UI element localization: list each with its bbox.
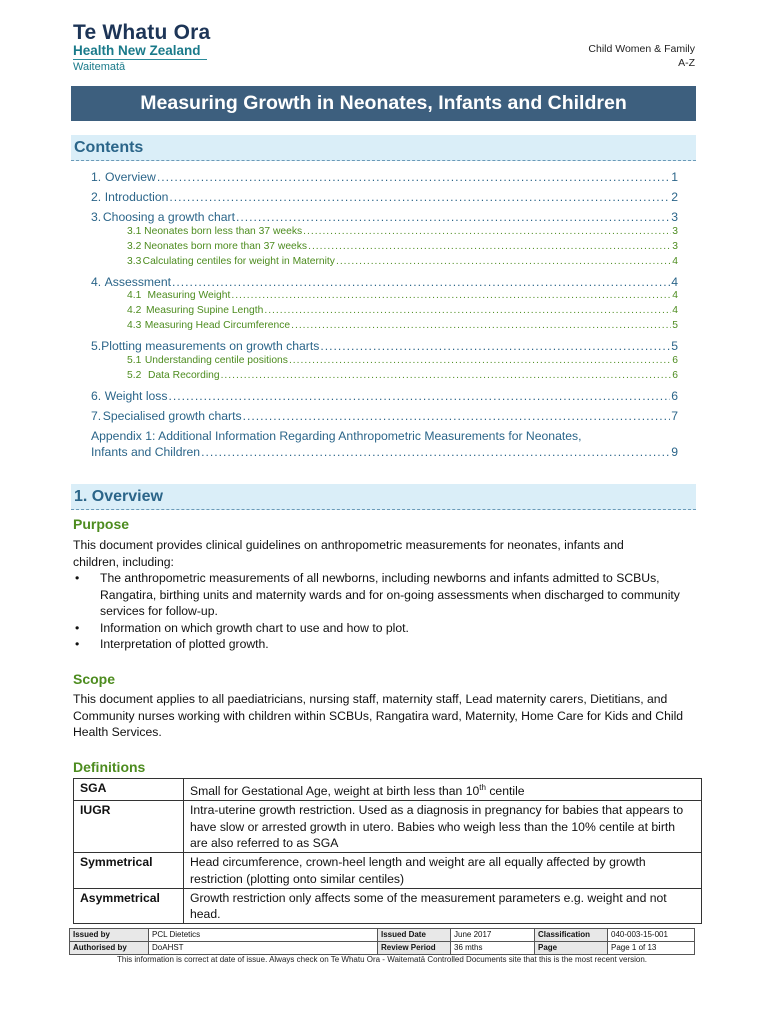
toc-label: Choosing a growth chart	[102, 210, 235, 224]
toc-page: 3	[672, 241, 678, 252]
classification-label: Classification	[535, 929, 608, 942]
toc-label: Data Recording	[148, 370, 220, 381]
toc-leader	[169, 389, 671, 403]
toc-label: Calculating centiles for weight in Maternity	[142, 256, 335, 267]
toc-number: 4.2	[127, 305, 142, 316]
toc-label: Assessment	[104, 275, 172, 289]
toc-label: Neonates born more than 37 weeks	[143, 241, 308, 252]
list-item: • Information on which growth chart to use and how to plot.	[73, 620, 693, 637]
logo-region: Waitematā	[73, 61, 126, 73]
definitions-table	[73, 778, 702, 924]
table-row	[74, 853, 702, 889]
issued-by-value: PCL Dietetics	[149, 929, 378, 942]
toc-entry[interactable]	[91, 355, 678, 366]
review-period-label: Review Period	[378, 942, 451, 955]
toc-entry[interactable]	[91, 320, 678, 331]
toc-page: 7	[671, 409, 678, 423]
toc-entry[interactable]	[91, 256, 678, 267]
subcategory-label: A-Z	[678, 57, 695, 69]
definition-term: SGA	[74, 779, 184, 801]
purpose-heading: Purpose	[73, 516, 130, 532]
toc-page: 2	[671, 190, 678, 204]
table-row	[74, 779, 702, 801]
toc-number: 5.	[91, 339, 102, 353]
toc-entry[interactable]	[91, 210, 678, 224]
toc-entry[interactable]	[91, 275, 678, 289]
toc-entry[interactable]	[91, 241, 678, 252]
toc-entry[interactable]	[91, 226, 678, 237]
issued-by-label: Issued by	[70, 929, 149, 942]
toc-number: 3.3	[127, 256, 142, 267]
document-control-table	[69, 928, 695, 955]
definition-text: Intra-uterine growth restriction. Used as a diagnosis in pregnancy for babies that appears to have slow or arrested growth in utero. Babies who weigh less than the 10% centile at birth are also referred to as SGA	[184, 801, 702, 853]
toc-label: Weight loss	[104, 389, 168, 403]
definition-text: Small for Gestational Age, weight at birth less than 10th centile	[184, 779, 702, 801]
toc-page: 4	[672, 290, 678, 301]
classification-value: 040-003-15-001	[608, 929, 695, 942]
toc-page: 6	[672, 355, 678, 366]
logo-title: Te Whatu Ora	[73, 21, 211, 44]
toc-page: 4	[671, 275, 678, 289]
toc-appendix-line[interactable]: Appendix 1: Additional Information Regarding Anthropometric Measurements for Neonates,	[91, 429, 582, 443]
toc-leader	[157, 170, 670, 184]
toc-leader	[236, 210, 670, 224]
toc-number: 5.2	[127, 370, 142, 381]
toc-entry[interactable]	[91, 170, 678, 184]
toc-page: 4	[672, 256, 678, 267]
toc-page: 4	[672, 305, 678, 316]
toc-label: Specialised growth charts	[102, 409, 242, 423]
scope-heading: Scope	[73, 671, 116, 687]
purpose-bullets	[73, 570, 693, 653]
toc-page: 3	[671, 210, 678, 224]
review-period-value: 36 mths	[451, 942, 535, 955]
purpose-text	[73, 537, 698, 653]
toc-page: 1	[671, 170, 678, 184]
toc-leader	[289, 355, 671, 366]
definition-term: Asymmetrical	[74, 888, 184, 924]
logo-subtitle: Health New Zealand	[73, 43, 201, 58]
toc-label: Overview	[105, 170, 156, 184]
toc-number: 2.	[91, 190, 102, 204]
toc-page: 6	[672, 370, 678, 381]
footer-note: This information is correct at date of issue. Always check on Te Whatu Ora - Waitematā Controlled Documents site that this is the most recent version.	[117, 955, 647, 964]
definition-text: Growth restriction only affects some of the measurement parameters e.g. weight and not head.	[184, 888, 702, 924]
toc-label: Measuring Weight	[147, 290, 231, 301]
overview-heading: 1. Overview	[71, 484, 696, 510]
toc-label: Plotting measurements on growth charts	[101, 339, 320, 353]
table-row	[70, 942, 695, 955]
toc-label: Neonates born less than 37 weeks	[144, 226, 303, 237]
toc-leader	[303, 226, 671, 237]
toc-label: Measuring Supine Length	[145, 305, 264, 316]
document-category	[588, 42, 695, 70]
toc-page: 9	[671, 445, 678, 459]
toc-number: 3.1	[127, 226, 142, 237]
toc-entry[interactable]	[91, 389, 678, 403]
toc-page: 5	[671, 339, 678, 353]
toc-leader	[308, 241, 671, 252]
definition-term: Symmetrical	[74, 853, 184, 889]
toc-entry[interactable]	[91, 190, 678, 204]
toc-number: 3.2	[127, 241, 142, 252]
list-item: • The anthropometric measurements of all newborns, including newborns and infants admitted to SCBUs, Rangatira, birthing units and maternity wards and for on-going assessments when discharged to community services for follow-up.	[73, 570, 693, 620]
toc-leader	[291, 320, 671, 331]
toc-entry[interactable]	[91, 339, 678, 353]
toc-label: Infants and Children	[91, 445, 201, 459]
toc-label: Measuring Head Circumference	[144, 320, 291, 331]
table-row	[74, 888, 702, 924]
toc-leader	[320, 339, 670, 353]
toc-leader	[243, 409, 671, 423]
toc-leader	[221, 370, 672, 381]
toc-entry[interactable]	[91, 445, 678, 459]
toc-number: 1.	[91, 170, 102, 184]
toc-entry[interactable]	[91, 409, 678, 423]
toc-leader	[201, 445, 670, 459]
page-number: Page 1 of 13	[608, 942, 695, 955]
table-row	[70, 929, 695, 942]
toc-entry[interactable]	[91, 290, 678, 301]
issued-date-label: Issued Date	[378, 929, 451, 942]
toc-entry[interactable]	[91, 370, 678, 381]
toc-number: 4.	[91, 275, 102, 289]
document-title: Measuring Growth in Neonates, Infants and Children	[71, 86, 696, 121]
toc-label: Understanding centile positions	[144, 355, 288, 366]
category-label: Child Women & Family	[588, 43, 695, 55]
scope-text: This document applies to all paediatricians, nursing staff, maternity staff, Lead maternity carers, Dietitians, and Community nurses working with children within SCBUs, Rangatira ward, Maternity, Home Care for Kids and Child Health Services.	[73, 692, 684, 739]
list-item: • Interpretation of plotted growth.	[73, 636, 693, 653]
toc-leader	[231, 290, 671, 301]
toc-number: 7.	[91, 409, 102, 423]
definition-term: IUGR	[74, 801, 184, 853]
toc-page: 3	[672, 226, 678, 237]
authorised-by-label: Authorised by	[70, 942, 149, 955]
toc-number: 4.3	[127, 320, 142, 331]
toc-leader	[169, 190, 670, 204]
toc-leader	[172, 275, 670, 289]
toc-number: 5.1	[127, 355, 142, 366]
toc-number: 6.	[91, 389, 102, 403]
logo-divider	[73, 59, 207, 60]
page-label: Page	[535, 942, 608, 955]
toc-label: Introduction	[104, 190, 169, 204]
toc-number: 4.1	[127, 290, 142, 301]
toc-page: 5	[672, 320, 678, 331]
table-row	[74, 801, 702, 853]
issued-date-value: June 2017	[451, 929, 535, 942]
toc-leader	[264, 305, 671, 316]
contents-heading: Contents	[71, 135, 696, 161]
toc-leader	[336, 256, 671, 267]
authorised-by-value: DoAHST	[149, 942, 378, 955]
toc-number: 3.	[91, 210, 102, 224]
table-of-contents	[91, 170, 678, 460]
definition-text: Head circumference, crown-heel length and weight are all equally affected by growth restriction (plotting onto similar centiles)	[184, 853, 702, 889]
toc-page: 6	[671, 389, 678, 403]
definitions-heading: Definitions	[73, 759, 146, 775]
purpose-intro: This document provides clinical guidelines on anthropometric measurements for neonates, infants and children, including:	[73, 538, 624, 569]
toc-entry[interactable]	[91, 305, 678, 316]
